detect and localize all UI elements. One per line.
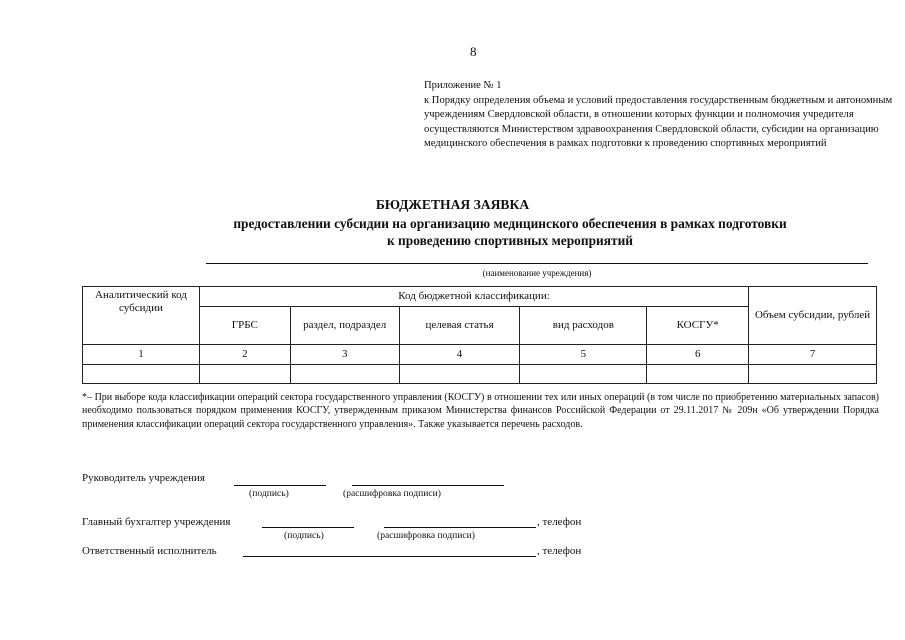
- accountant-phone: , телефон: [537, 516, 582, 528]
- header-kosgu: КОСГУ*: [647, 307, 749, 345]
- footnote: *– При выборе кода классификации операций сектора государственного управления (КОСГУ) в отношении тех или иных операций (в том числе по приобретению материальных запасов) необходимо пользоваться порядком применения КОСГУ, утвержденным приказом Министерства финансов Российской Федерации от 29.11.2017 № 209н «Об утверждении Порядка применения классификации операций сектора государственного управления». Также указывается перечень расходов.: [82, 392, 879, 430]
- accountant-caption-sign: (подпись): [284, 530, 324, 541]
- table-cell: [520, 365, 647, 384]
- header-grbs: ГРБС: [199, 307, 290, 345]
- head-label: Руководитель учреждения: [82, 472, 205, 484]
- appendix-text: к Порядку определения объема и условий предоставления государственным бюджетным и автономным учреждениям Свердловской области, в отношении которых функции и полномочия учредителя осуществляются Министерством здравоохранения Свердловской области, субсидии на организацию медицинского обеспечения в рамках подготовки к проведению спортивных мероприятий: [424, 94, 893, 149]
- table-row: [83, 345, 877, 365]
- column-number: 1: [83, 345, 200, 365]
- column-number: 5: [520, 345, 647, 365]
- header-budget-code: Код бюджетной классификации:: [199, 287, 748, 307]
- page-number: 8: [470, 44, 477, 59]
- table-cell: [647, 365, 749, 384]
- table-cell: [199, 365, 290, 384]
- table-row: [83, 365, 877, 384]
- accountant-decode-line: [384, 527, 536, 528]
- header-target-article: целевая статья: [399, 307, 520, 345]
- head-signature-line: [234, 485, 326, 486]
- appendix-title: Приложение № 1: [424, 80, 502, 91]
- executor-label: Ответственный исполнитель: [82, 545, 217, 557]
- table-cell: [290, 365, 399, 384]
- head-decode-line: [352, 485, 504, 486]
- header-section: раздел, подраздел: [290, 307, 399, 345]
- column-number: 4: [399, 345, 520, 365]
- accountant-signature-line: [262, 527, 354, 528]
- institution-name-line: [206, 263, 868, 264]
- table-cell: [749, 365, 877, 384]
- document-title: БЮДЖЕТНАЯ ЗАЯВКА: [375, 197, 530, 212]
- executor-line: [243, 556, 536, 557]
- table-cell: [399, 365, 520, 384]
- accountant-label: Главный бухгалтер учреждения: [82, 516, 231, 528]
- column-number: 7: [749, 345, 877, 365]
- document-subtitle-line2: к проведению спортивных мероприятий: [386, 233, 633, 248]
- column-number: 6: [647, 345, 749, 365]
- head-caption-decode: (расшифровка подписи): [343, 488, 441, 499]
- appendix-block: [424, 79, 894, 152]
- document-subtitle: [150, 215, 870, 249]
- accountant-caption-decode: (расшифровка подписи): [377, 530, 475, 541]
- header-analytic-code: Аналитический код субсидии: [83, 287, 200, 345]
- budget-classification-table: [82, 286, 877, 384]
- head-caption-sign: (подпись): [249, 488, 289, 499]
- column-number: 2: [199, 345, 290, 365]
- executor-phone: , телефон: [537, 545, 582, 557]
- document-subtitle-line1: предоставлении субсидии на организацию медицинского обеспечения в рамках подготовки: [233, 216, 787, 231]
- column-number: 3: [290, 345, 399, 365]
- table-cell: [83, 365, 200, 384]
- header-subsidy-volume: Объем субсидии, рублей: [749, 287, 877, 345]
- header-expense-type: вид расходов: [520, 307, 647, 345]
- institution-caption: (наименование учреждения): [482, 268, 592, 278]
